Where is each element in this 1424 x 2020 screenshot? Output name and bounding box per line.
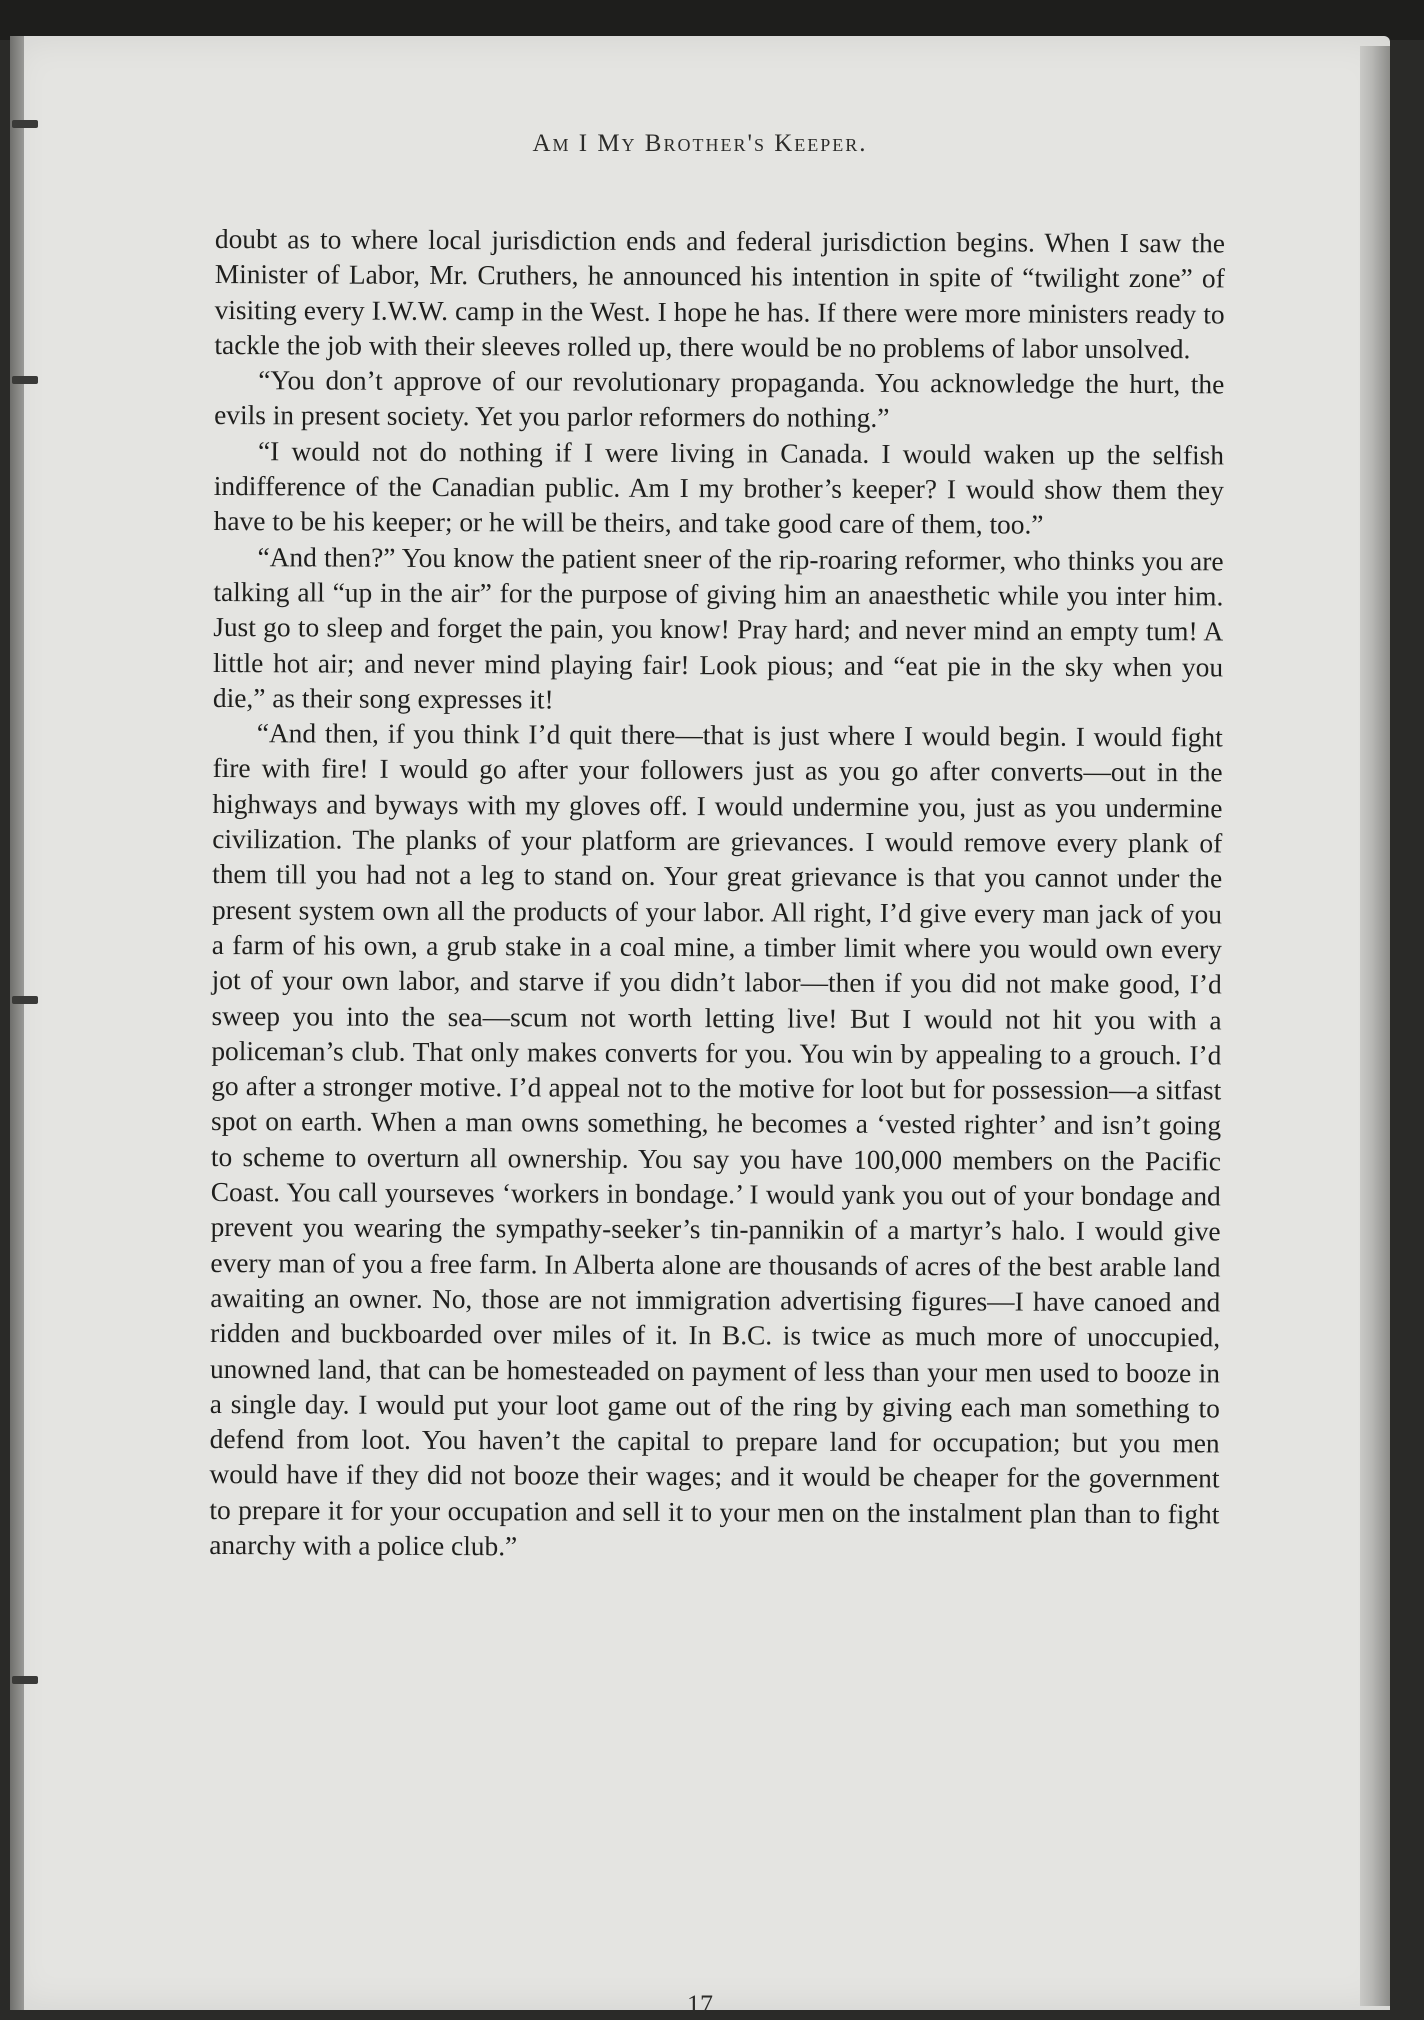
paragraph: “And then?” You know the patient sneer of the rip-roaring reformer, who thinks you are talking all “up in the air” for the purpose of giving him an anaesthetic while you inter him. Just go to sleep and forget the pain, you know! Pray hard; and never mind an empty tum! A little hot air; and never mind playing fair! Look pious; and “eat pie in the sky when you die,” as their song expresses it! (212, 541, 1224, 715)
binding-mark (12, 120, 38, 128)
binding-mark (12, 1676, 38, 1684)
body-text (209, 222, 1225, 1568)
page-binding (10, 36, 24, 2010)
binding-mark (12, 376, 38, 384)
paragraph: “And then, if you think I’d quit there—that is just where I would begin. I would fight fire with fire! I would go after your followers just as you go after converts—out in the highways and byways with my gloves off. I would undermine you, just as you undermine civilization. The planks of your platform are grievances. I would remove every plank of them till you had not a leg to stand on. Your great grievance is that you cannot under the present system own all the products of your labor. All right, I’d give every man jack of you a farm of his own, a grub stake in a coal mine, a timber limit where you would own every jot of your own labor, and starve if you didn’t labor—then if you did not make good, I’d sweep you into the sea—scum not worth letting live! But I would not hit you with a policeman’s club. That only makes converts for you. You win by appealing to a grouch. I’d go after a stronger motive. I’d appeal not to the motive for loot but for possession—a sitfast spot on earth. When a man owns something, he becomes a ‘vested righter’ and isn’t going to scheme to overturn all ownership. You say you have 100,000 members on the Pacific Coast. You call yourseves ‘workers in bondage.’ I would yank you out of your bondage and prevent you wearing the sympathy-seeker’s tin-pannikin of a martyr’s halo. I would give every man of you a free farm. In Alberta alone are thousands of acres of the best arable land awaiting an owner. No, those are not immigration advertising figures—I have canoed and ridden and buckboarded over miles of it. In B.C. is twice as much more of unoccupied, unowned land, that can be homesteaded on payment of less than your men used to booze in a single day. I would put your loot game out of the ring by giving each man something to defend from loot. You haven’t the capital to prepare land for occupation; but you men would have if they did not booze their wages; and it would be cheaper for the government to prepare it for your occupation and sell it to your men on the instalment plan than to fight anarchy with a police club.” (209, 718, 1223, 1562)
page-edge (1360, 46, 1390, 2006)
paragraph: “I would not do nothing if I were living in Canada. I would waken up the selfish indifference of the Canadian public. Am I my brother’s keeper? I would show them they have to be his keeper; or he will be theirs, and take good care of them, too.” (213, 435, 1225, 540)
running-header: Am I My Brother's Keeper. (532, 130, 868, 157)
paragraph: doubt as to where local jurisdiction ends and federal jurisdiction begins. When I saw the Minister of Labor, Mr. Cruthers, he announced his intention in spite of “twilight zone” of visiting every I.W.W. camp in the West. I hope he has. If there were more ministers ready to tackle the job with their sleeves rolled up, there would be no problems of labor unsolved. (214, 223, 1225, 365)
binding-mark (12, 996, 38, 1004)
page-number: 17 (687, 1990, 713, 2019)
scan-border (0, 0, 1424, 40)
paragraph: “You don’t approve of our revolutionary propaganda. You acknowledge the hurt, the evils in present society. Yet you parlor reformers do nothing.” (214, 365, 1225, 434)
